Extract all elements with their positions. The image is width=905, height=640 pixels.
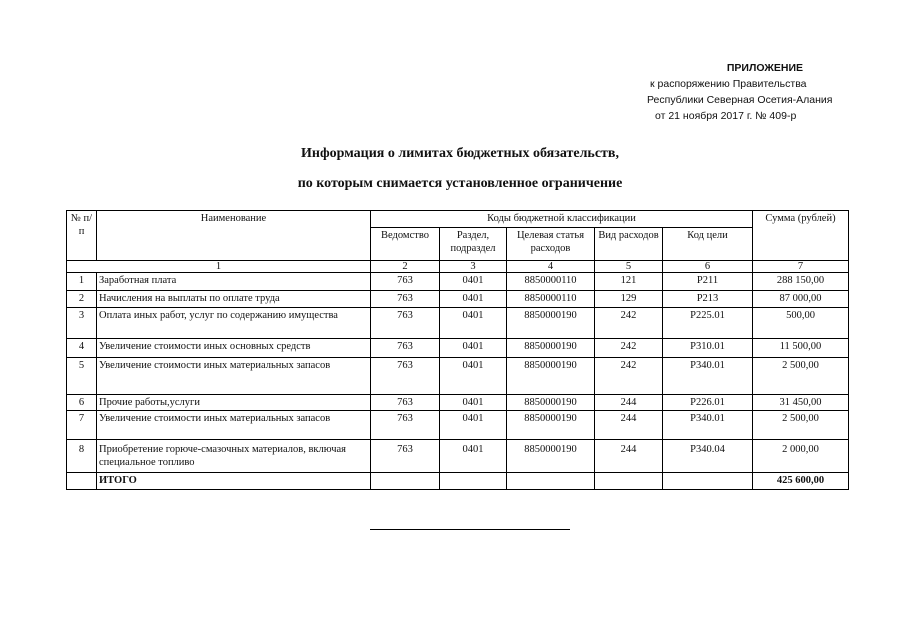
- appendix-line-3: от 21 ноября 2017 г. № 409-р: [655, 110, 797, 122]
- row-number: 8: [67, 440, 97, 473]
- table-row: [67, 308, 849, 339]
- row-statya: 8850000190: [507, 358, 595, 395]
- header-sum: Сумма (рублей): [753, 211, 849, 261]
- total-empty-cell: [440, 473, 507, 490]
- row-razdel: 0401: [440, 273, 507, 291]
- appendix-block: [645, 60, 855, 124]
- row-vid: 244: [595, 440, 663, 473]
- table-row: [67, 291, 849, 308]
- row-name: Увеличение стоимости иных материальных запасов: [97, 358, 371, 395]
- row-name: Приобретение горюче-смазочных материалов, включая специальное топливо: [97, 440, 371, 473]
- header-statya: Целевая статья расходов: [507, 228, 595, 261]
- row-razdel: 0401: [440, 395, 507, 411]
- row-vedomstvo: 763: [371, 273, 440, 291]
- row-vedomstvo: 763: [371, 291, 440, 308]
- row-name: Оплата иных работ, услуг по содержанию имущества: [97, 308, 371, 339]
- row-number: 2: [67, 291, 97, 308]
- row-kod-celi: Р340.04: [663, 440, 753, 473]
- row-sum: 500,00: [753, 308, 849, 339]
- row-statya: 8850000190: [507, 339, 595, 358]
- row-razdel: 0401: [440, 411, 507, 440]
- header-razdel: Раздел, подраздел: [440, 228, 507, 261]
- row-vedomstvo: 763: [371, 440, 440, 473]
- total-label: ИТОГО: [97, 473, 371, 490]
- table-row: [67, 411, 849, 440]
- row-sum: 2 500,00: [753, 411, 849, 440]
- table-row: [67, 395, 849, 411]
- appendix-line-1: к распоряжению Правительства: [650, 78, 807, 90]
- bottom-divider-line: [370, 529, 570, 530]
- row-sum: 11 500,00: [753, 339, 849, 358]
- row-vedomstvo: 763: [371, 339, 440, 358]
- document-title-line-2: по которым снимается установленное ограничение: [297, 176, 623, 191]
- row-sum: 31 450,00: [753, 395, 849, 411]
- column-number: 7: [753, 261, 849, 273]
- row-number: 7: [67, 411, 97, 440]
- total-number-cell: [67, 473, 97, 490]
- appendix-line-2: Республики Северная Осетия-Алания: [647, 94, 833, 106]
- row-vid: 242: [595, 339, 663, 358]
- header-number: № п/п: [67, 211, 97, 261]
- row-vedomstvo: 763: [371, 308, 440, 339]
- table-row: [67, 273, 849, 291]
- column-numbers-row: [67, 261, 849, 273]
- row-vid: 242: [595, 358, 663, 395]
- row-kod-celi: Р340.01: [663, 411, 753, 440]
- header-kod-celi: Код цели: [663, 228, 753, 261]
- row-statya: 8850000110: [507, 291, 595, 308]
- total-empty-cell: [507, 473, 595, 490]
- row-sum: 2 000,00: [753, 440, 849, 473]
- row-razdel: 0401: [440, 440, 507, 473]
- row-name: Увеличение стоимости иных материальных запасов: [97, 411, 371, 440]
- total-row: [67, 473, 849, 490]
- column-number: 2: [371, 261, 440, 273]
- row-vedomstvo: 763: [371, 411, 440, 440]
- row-name: Начисления на выплаты по оплате труда: [97, 291, 371, 308]
- row-statya: 8850000190: [507, 395, 595, 411]
- row-vid: 242: [595, 308, 663, 339]
- row-kod-celi: Р225.01: [663, 308, 753, 339]
- row-name: Заработная плата: [97, 273, 371, 291]
- appendix-title: ПРИЛОЖЕНИЕ: [726, 62, 803, 74]
- row-kod-celi: Р226.01: [663, 395, 753, 411]
- row-kod-celi: Р310.01: [663, 339, 753, 358]
- row-vedomstvo: 763: [371, 395, 440, 411]
- table-row: [67, 440, 849, 473]
- total-sum: 425 600,00: [753, 473, 849, 490]
- row-sum: 87 000,00: [753, 291, 849, 308]
- column-number: 6: [663, 261, 753, 273]
- column-number: 4: [507, 261, 595, 273]
- total-empty-cell: [371, 473, 440, 490]
- table-row: [67, 358, 849, 395]
- document-title-line-1: Информация о лимитах бюджетных обязательств,: [301, 146, 619, 161]
- row-razdel: 0401: [440, 358, 507, 395]
- row-vid: 244: [595, 395, 663, 411]
- total-empty-cell: [663, 473, 753, 490]
- row-name: Прочие работы,услуги: [97, 395, 371, 411]
- row-sum: 288 150,00: [753, 273, 849, 291]
- header-budget-codes: Коды бюджетной классификации: [371, 211, 753, 228]
- row-number: 6: [67, 395, 97, 411]
- row-statya: 8850000190: [507, 308, 595, 339]
- row-razdel: 0401: [440, 291, 507, 308]
- row-vid: 129: [595, 291, 663, 308]
- row-razdel: 0401: [440, 308, 507, 339]
- row-number: 4: [67, 339, 97, 358]
- row-vid: 121: [595, 273, 663, 291]
- row-vid: 244: [595, 411, 663, 440]
- header-vedomstvo: Ведомство: [371, 228, 440, 261]
- row-kod-celi: Р213: [663, 291, 753, 308]
- row-number: 3: [67, 308, 97, 339]
- header-name: Наименование: [97, 211, 371, 261]
- column-number: 3: [440, 261, 507, 273]
- row-sum: 2 500,00: [753, 358, 849, 395]
- row-razdel: 0401: [440, 339, 507, 358]
- row-number: 1: [67, 273, 97, 291]
- row-statya: 8850000190: [507, 411, 595, 440]
- row-number: 5: [67, 358, 97, 395]
- total-empty-cell: [595, 473, 663, 490]
- header-vid: Вид расходов: [595, 228, 663, 261]
- row-name: Увеличение стоимости иных основных средств: [97, 339, 371, 358]
- table-row: [67, 339, 849, 358]
- column-number: 1: [67, 261, 371, 273]
- row-statya: 8850000190: [507, 440, 595, 473]
- limits-table: [66, 210, 849, 490]
- row-statya: 8850000110: [507, 273, 595, 291]
- row-kod-celi: Р340.01: [663, 358, 753, 395]
- column-number: 5: [595, 261, 663, 273]
- row-kod-celi: Р211: [663, 273, 753, 291]
- row-vedomstvo: 763: [371, 358, 440, 395]
